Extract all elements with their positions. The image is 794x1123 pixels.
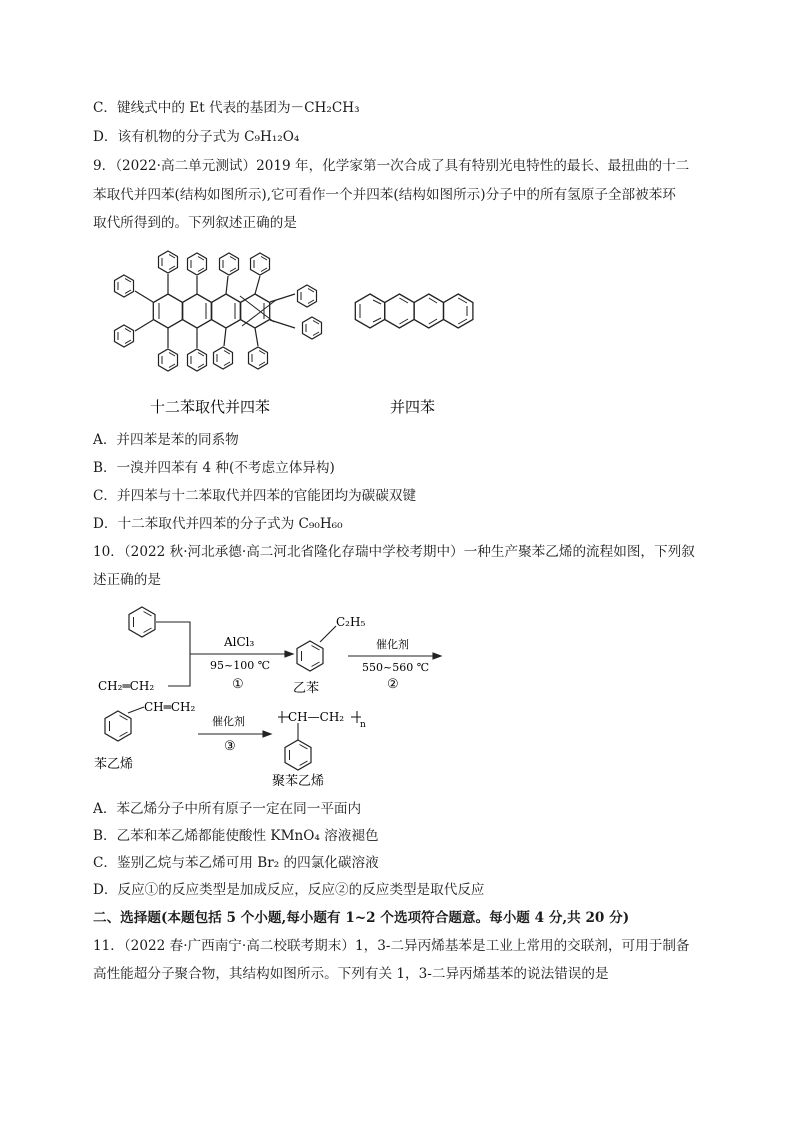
condition-1-catalyst: AlCl₃: [224, 635, 255, 649]
polystyrene-label: 聚苯乙烯: [272, 774, 325, 789]
styrene-label: 苯乙烯: [94, 757, 134, 772]
q8-option-c: C．键线式中的 Et 代表的基团为－CH₂CH₃: [93, 100, 360, 116]
q9-option-d: D．十二苯取代并四苯的分子式为 C₉₀H₆₀: [93, 516, 343, 532]
dodecaphenyl-tetracene-structure: [115, 251, 322, 371]
q10-option-a: A．苯乙烯分子中所有原子一定在同一平面内: [93, 801, 362, 817]
q9-option-b: B．一溴并四苯有 4 种(不考虑立体异构): [93, 460, 335, 476]
q10-option-c: C．鉴别乙烷与苯乙烯可用 Br₂ 的四氯化碳溶液: [93, 855, 379, 871]
condition-2-temperature: 550~560 ℃: [362, 661, 430, 674]
q9-stem-line-3: 取代所得到的。下列叙述正确的是: [93, 215, 297, 231]
condition-2-catalyst: 催化剂: [376, 638, 409, 651]
q9-structure-figure: [90, 236, 530, 420]
caption-tetracene: 并四苯: [390, 398, 436, 416]
benzene-structure: [129, 607, 155, 637]
q8-option-d: D．该有机物的分子式为 C₉H₁₂O₄: [93, 129, 300, 145]
polystyrene-structure: [285, 740, 311, 770]
q10-stem-line-1: 10．（2022 秋·河北承德·高二河北省隆化存瑞中学校考期中）一种生产聚苯乙烯的流程如图，下列叙: [93, 544, 695, 560]
q11-stem-line-1: 11．（2022 春·广西南宁·高二校联考期末）1，3-二异丙烯基苯是工业上常用的交联剂，可用于制备: [93, 938, 690, 954]
q9-stem-line-2: 苯取代并四苯(结构如图所示),它可看作一个并四苯(结构如图所示)分子中的所有氢原子全部被苯环: [93, 187, 676, 203]
q11-stem-line-2: 高性能超分子聚合物，其结构如图所示。下列有关 1，3-二异丙烯基苯的说法错误的是: [93, 966, 609, 982]
step-1-label: ①: [232, 677, 244, 692]
ethylbenzene-label: 乙苯: [293, 681, 320, 696]
ethylene-formula: CH₂═CH₂: [98, 679, 155, 693]
condition-1-temperature: 95~100 ℃: [210, 659, 271, 672]
polymer-n-subscript: n: [360, 720, 366, 730]
q10-option-d: D．反应①的反应类型是加成反应，反应②的反应类型是取代反应: [93, 882, 485, 898]
section-2-heading: 二、选择题(本题包括 5 个小题,每小题有 1~2 个选项符合题意。每小题 4 分,共 20 分): [93, 910, 630, 926]
caption-dodecaphenyl-tetracene: 十二苯取代并四苯: [150, 398, 271, 416]
q10-reaction-scheme: [90, 596, 450, 792]
q9-option-c: C．并四苯与十二苯取代并四苯的官能团均为碳碳双键: [93, 488, 417, 504]
ethylbenzene-structure: [297, 641, 323, 671]
tetracene-structure: [355, 294, 473, 328]
polymer-repeat-unit: CH—CH₂: [288, 710, 345, 724]
q10-stem-line-2: 述正确的是: [93, 572, 161, 588]
q10-option-b: B．乙苯和苯乙烯都能使酸性 KMnO₄ 溶液褪色: [93, 828, 379, 844]
ethyl-group-label: C₂H₅: [336, 615, 366, 629]
condition-3-catalyst: 催化剂: [212, 715, 245, 728]
step-2-label: ②: [387, 677, 399, 692]
q9-option-a: A．并四苯是苯的同系物: [93, 432, 239, 448]
vinyl-group-label: CH═CH₂: [144, 700, 196, 714]
styrene-structure: [105, 711, 131, 741]
step-3-label: ③: [224, 739, 236, 754]
q9-stem-line-1: 9．（2022·高二单元测试）2019 年，化学家第一次合成了具有特别光电特性的最长、最扭曲的十二: [93, 158, 690, 174]
